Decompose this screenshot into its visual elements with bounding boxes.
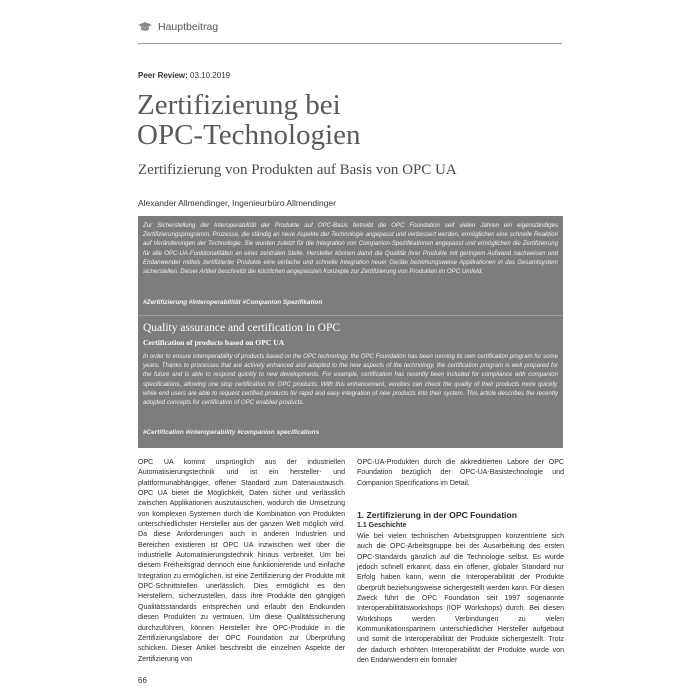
peer-review-date: 03.10.2019 <box>190 71 231 80</box>
title-line-1: Zertifizierung bei <box>137 89 341 121</box>
authors: Alexander Allmendinger, Ingenieurbüro Allmendinger <box>138 198 336 208</box>
section-heading: 1. Zertifizierung in der OPC Foundation <box>357 510 517 520</box>
body-column-right <box>357 532 564 666</box>
subsection-heading: 1.1 Geschichte <box>357 522 407 529</box>
section-label: Hauptbeitrag <box>158 21 219 33</box>
abstract-divider <box>138 315 563 316</box>
peer-review <box>138 71 230 80</box>
title-line-2: OPC-Technologien <box>137 119 361 151</box>
section-header <box>138 21 218 33</box>
english-subtitle: Certification of products based on OPC UA <box>143 338 285 347</box>
body-column-right-top <box>357 458 564 489</box>
peer-review-label: Peer Review: <box>138 71 188 80</box>
graduation-cap-icon <box>138 22 152 32</box>
keywords-english: #Certification #interoperability #companion specifications <box>143 429 320 436</box>
article-title <box>137 90 577 150</box>
abstract-panel <box>138 216 563 448</box>
body-paragraph-right: Wie bei vielen technischen Arbeitsgruppen konzentrierte sich auch die OPC-Arbeitsgruppe bei der Ausarbeitung des ersten OPC-Standards gänzlich auf die Technologie selbst. Es wurde jedoch schnell erkannt, dass ein offener, globaler Standard nur Erfolg haben kann, wenn die Interoperabilität der Produkte überprüft beziehungsweise sichergestellt werden kann. Für diesen Zweck führt die OPC Foundation seit 1997 sogenannte Interoperabilitätsworkshops (IOP Workshops) durch. Bei diesen Workshops werden Verbindungen zu vielen Kommunikationspartnern unterschiedlicher Hersteller aufgebaut und somit die Interoperabilität der Produkte sichergestellt. Trotz der dadurch erhöhten Interoperabilität der Produkte wurde von den Endanwendern ein formaler <box>357 533 564 665</box>
header-divider <box>138 43 562 44</box>
keywords-german: #Zertifizierung #Interoperabilität #Companion Spezifikation <box>143 299 323 306</box>
page-number: 66 <box>138 676 147 685</box>
english-title: Quality assurance and certification in OPC <box>143 322 341 334</box>
article-subtitle: Zertifizierung von Produkten auf Basis von OPC UA <box>138 162 457 178</box>
abstract-german: Zur Sicherstellung der Interoperabilität der Produkte auf OPC-Basis betreibt die OPC Foundation seit vielen Jahren ein eigenständiges Zertifizierungsprogramm. Prozesse, die ständig an neue Aspekte der Technologie angepasst und verbessert werden, ermöglichen eine schnelle Reaktion auf Veränderungen der Technologie. Sie wurden zuletzt für die Integration von Companion-Spezifikationen angepasst und ermöglichen die Zertifizierung für alle OPC-UA-Funktionalitäten an einer zentralen Stelle. Hersteller können damit die Qualität ihrer Produkte mit geringem Aufwand nachweisen und Endanwender mittels zertifizierter Produkte eine einfache und schnelle Integration neuer Geräte beziehungsweise Applikationen in das Gesamtsystem sicherstellen. Dieser Artikel beschreibt die kürzlichen angepassten Konzepte zur Zertifizierung von Produkten im OPC Umfeld. <box>143 222 558 276</box>
body-column-left <box>138 458 345 665</box>
abstract-english: In order to ensure interoperability of products based on the OPC technology, the OPC Foundation has been running its own certification program for some years. Thanks to processes that are actively enhanced and adapted to the new aspects of the technology, the certification program is well prepared for the future and is able to respond quickly to new developments. For example, certification has recently been included for compliance with companion specifications, allowing one stop certification for OPC products. With this enhancement, vendors can check the quality of their products more quickly, while end users are able to request certified products for rapid and easy integration of new products into their system. This article describes the recently adopted concepts for certification of OPC enabled products. <box>143 353 558 407</box>
body-paragraph-right-top: OPC-UA-Produkten durch die akkreditierten Labore der OPC Foundation bezüglich der OPC-UA-Basistechnologie und Companion Specifications im Detail. <box>357 459 564 487</box>
body-paragraph-left: OPC UA kommt ursprünglich aus der industriellen Automatisierungstechnik und ist ein hersteller- und plattformunabhängiger, offener Standard zum Datenaustausch. OPC UA bietet die Möglichkeit, Daten sicher und verlässlich zwischen Applikationen auszutauschen, wodurch die Umsetzung von komplexen Systemen durch die Kombination von Produkten unterschiedlichster Hersteller aus der ganzen Welt möglich wird. Da diese Anforderungen auch in anderen Industrien und Bereichen existieren ist OPC UA inzwischen weit über die industrielle Automatisierungstechnik hinaus verbreitet. Um bei diesem Freiheitsgrad dennoch eine funktionierende und einfache Integration zu ermöglichen, ist eine Zertifizierung der Produkte mit OPC-Schnittstellen unerlässlich. Dies ermöglicht es den Herstellern, sicherzustellen, dass ihre Produkte den gängigen Qualitätsstandards entsprechen und erlaubt den Endkunden diesen Produkten zu vertrauen. Um diese Qualitätssicherung durchzuführen, können Hersteller ihre OPC-Produkte in die Zertifizierungslabore der OPC Foundation zur Überprüfung schicken. Dieser Artikel beschreibt die einzelnen Aspekte der Zertifizierung von <box>138 459 345 663</box>
